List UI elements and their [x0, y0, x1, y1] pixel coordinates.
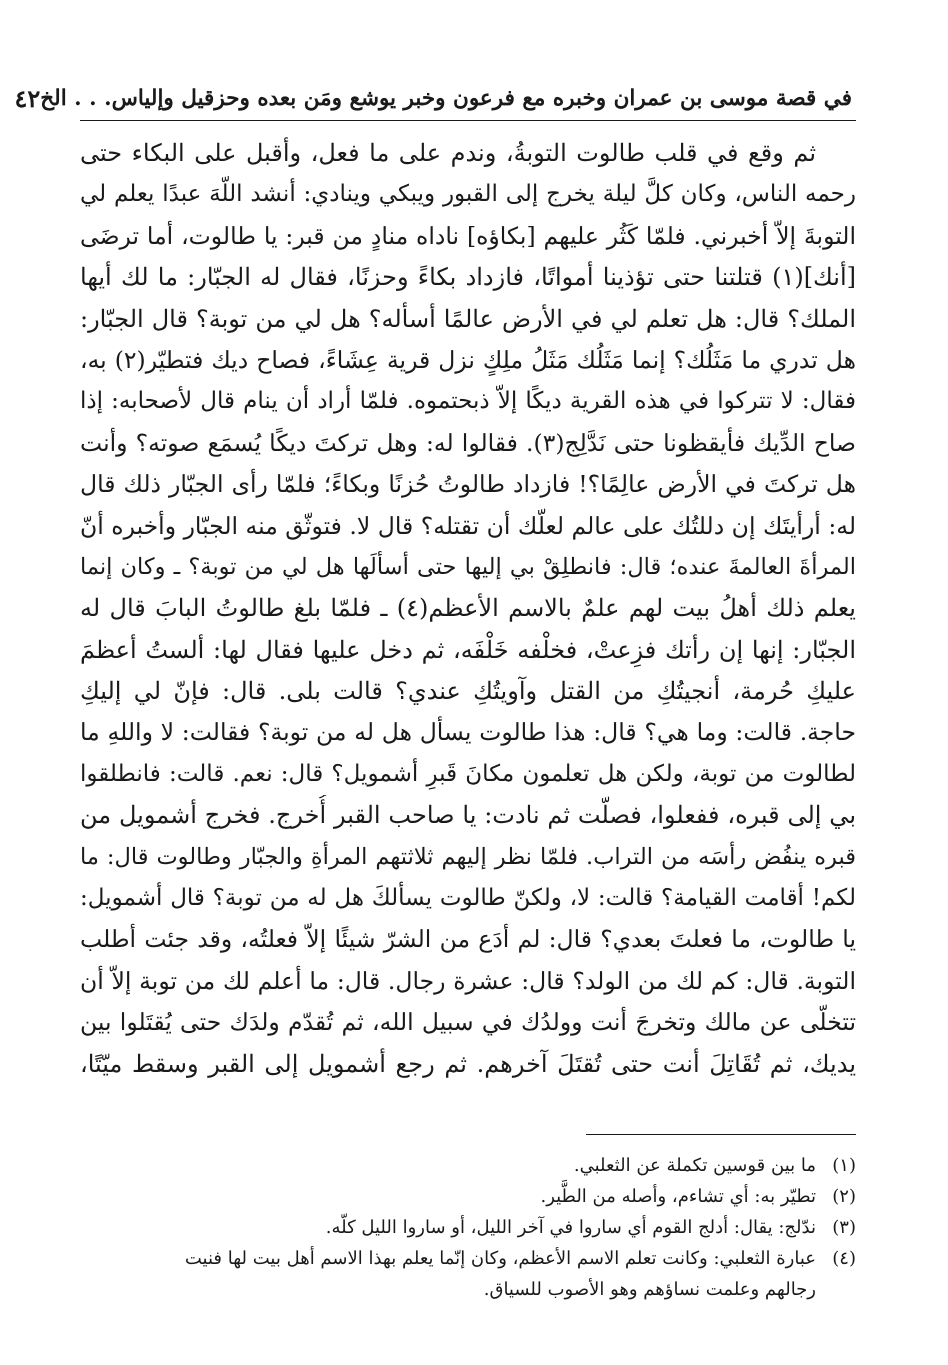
footnote-number: (١) — [832, 1155, 856, 1176]
footnote-2 — [80, 1181, 856, 1212]
body-line: قبره ينفُض رأسَه من التراب. فلمّا نظر إليهم ثلاثتهم المرأةِ والجبّار وطالوت قال: ما — [80, 843, 856, 870]
body-line: لكم! أقامت القيامة؟ قالت: لا، ولكنّ طالوت يسألكَ هل له من توبة؟ قال أشمويل: — [80, 885, 856, 912]
body-line: فقال: لا تتركوا في هذه القرية ديكًا إلاّ ذبحتموه. فلمّا أراد أن ينام قال لأصحابه: إذا — [80, 388, 856, 415]
body-line: عليكِ حُرمة، أنجيتُكِ من القتل وآويتُكِ عندي؟ قالت بلى. قال: فإنّ لي إليكِ — [80, 677, 856, 706]
body-line: [أنك](١) قتلتنا حتى تؤذينا أمواتًا، فازداد بكاءً وحزنًا، فقال له الجبّار: ما لك أيها — [80, 263, 856, 292]
body-line: يديك، ثم تُقَاتِلَ أنت حتى تُقتَلَ آخرهم. ثم رجع أشمويل إلى القبر وسقط ميّتًا، — [80, 1049, 856, 1078]
body-line: تتخلّى عن مالك وتخرجَ أنت وولدُك في سبيل الله، ثم تُقدّم ولدَك حتى يُقتَلوا بين — [80, 1008, 856, 1037]
body-line: التوبة. قال: كم لك من الولد؟ قال: عشرة رجال. قال: ما أعلم لك من توبة إلاّ أن — [80, 966, 856, 995]
footnote-line: ندّلج: يقال: أدلج القوم أي ساروا في آخر الليل، أو ساروا الليل كلّه. — [325, 1217, 816, 1238]
footnote-1 — [80, 1150, 856, 1181]
footnote-line: رجالهم وعلمت نساؤهم وهو الأصوب للسياق. — [483, 1279, 816, 1300]
footnote-separator — [586, 1134, 856, 1135]
body-line: رحمه الناس، وكان كلَّ ليلة يخرج إلى القبور ويبكي وينادي: أنشد اللّهَ عبدًا يعلم لي — [80, 181, 856, 208]
body-line: التوبةَ إلاّ أخبرني. فلمّا كَثُر عليهم [بكاؤه] ناداه منادٍ من قبر: يا طالوت، أما ترضَى — [80, 221, 856, 250]
footnote-line: تطيّر به: أي تشاءم، وأصله من الطَّير. — [540, 1186, 816, 1207]
body-line: هل تركتَ في الأرض عالِمًا؟! فازداد طالوتُ حُزنًا وبكاءً؛ فلمّا رأى الجبّار ذلك قال — [80, 470, 856, 499]
footnote-line: ما بين قوسين تكملة عن الثعلبي. — [573, 1155, 816, 1176]
body-line: يا طالوت، ما فعلتَ بعدي؟ قال: لم أدَع من الشرّ شيئًا إلاّ فعلتُه، وقد جئت أطلب — [80, 925, 856, 954]
footnote-number: (٣) — [832, 1217, 856, 1238]
footnote-number: (٢) — [832, 1186, 856, 1207]
page-number: ٤٢ — [14, 84, 41, 113]
footnote-3 — [80, 1212, 856, 1243]
header-title: في قصة موسى بن عمران وخبره مع فرعون وخبر يوشع ومَن بعده وحزقيل وإلياس. . . الخ — [40, 86, 852, 111]
body-line: الجبّار: إنها إن رأتك فزِعتْ، فخلْفه خَلْفَه، ثم دخل عليها فقال لها: ألستُ أعظمَ — [80, 635, 856, 664]
footnote-text — [80, 1212, 816, 1243]
header-rule — [80, 120, 856, 121]
body-line: بي إلى قبره، ففعلوا، فصلّت ثم نادت: يا صاحب القبر أُخرج. فخرج أشمويل من — [80, 801, 856, 830]
body-line: المرأةَ العالمةَ عنده؛ قال: فانطلِقْ بي إليها حتى أسألَها هل لي من توبة؟ ـ وكان إنما — [80, 553, 856, 580]
footnote-text — [80, 1181, 816, 1212]
body-line: حاجة. قالت: وما هي؟ قال: هذا طالوت يسأل هل له من توبة؟ فقالت: لا واللهِ ما — [80, 718, 856, 747]
body-line: الملك؟ قال: هل تعلم لي في الأرض عالمًا أسأله؟ هل لي من توبة؟ قال الجبّار: — [80, 304, 856, 333]
footnote-4 — [80, 1243, 856, 1305]
body-line: لطالوت من توبة، ولكن هل تعلمون مكانَ قَبرِ أشمويل؟ قال: نعم. قالت: فانطلقوا — [80, 760, 856, 787]
body-line: صاح الدِّيك فأيقظونا حتى نَدَّلِج(٣). فقالوا له: وهل تركتَ ديكًا يُسمَع صوته؟ وأنت — [80, 428, 856, 457]
body-text — [80, 133, 856, 1085]
footnote-line: عبارة الثعلبي: وكانت تعلم الاسم الأعظم، وكان إنّما يعلم بهذا الاسم أهل بيت لها فنيت — [184, 1248, 816, 1269]
footnote-text — [80, 1150, 816, 1181]
body-line: يعلم ذلك أهلُ بيت لهم علمٌ بالاسم الأعظم(٤) ـ فلمّا بلغ طالوتُ البابَ قال له — [80, 594, 856, 623]
body-line: له: أرأيتَك إن دللتُك على عالم لعلّك أن تقتله؟ قال لا. فتوثّق منه الجبّار وأخبره أنّ — [80, 511, 856, 540]
footnote-number: (٤) — [832, 1248, 856, 1269]
footnote-text — [80, 1243, 816, 1305]
body-line: هل تدري ما مَثَلُك؟ إنما مَثَلُك مَثَلُ ملِكٍ نزل قرية عِشَاءً، فصاح ديك فتطيّر(٢) به، — [80, 345, 856, 374]
book-page — [14, 78, 856, 1348]
footnotes — [80, 1150, 856, 1305]
body-line: ثم وقع في قلب طالوت التوبةُ، وندم على ما فعل، وأقبل على البكاء حتى — [80, 139, 817, 167]
running-header — [14, 78, 856, 118]
